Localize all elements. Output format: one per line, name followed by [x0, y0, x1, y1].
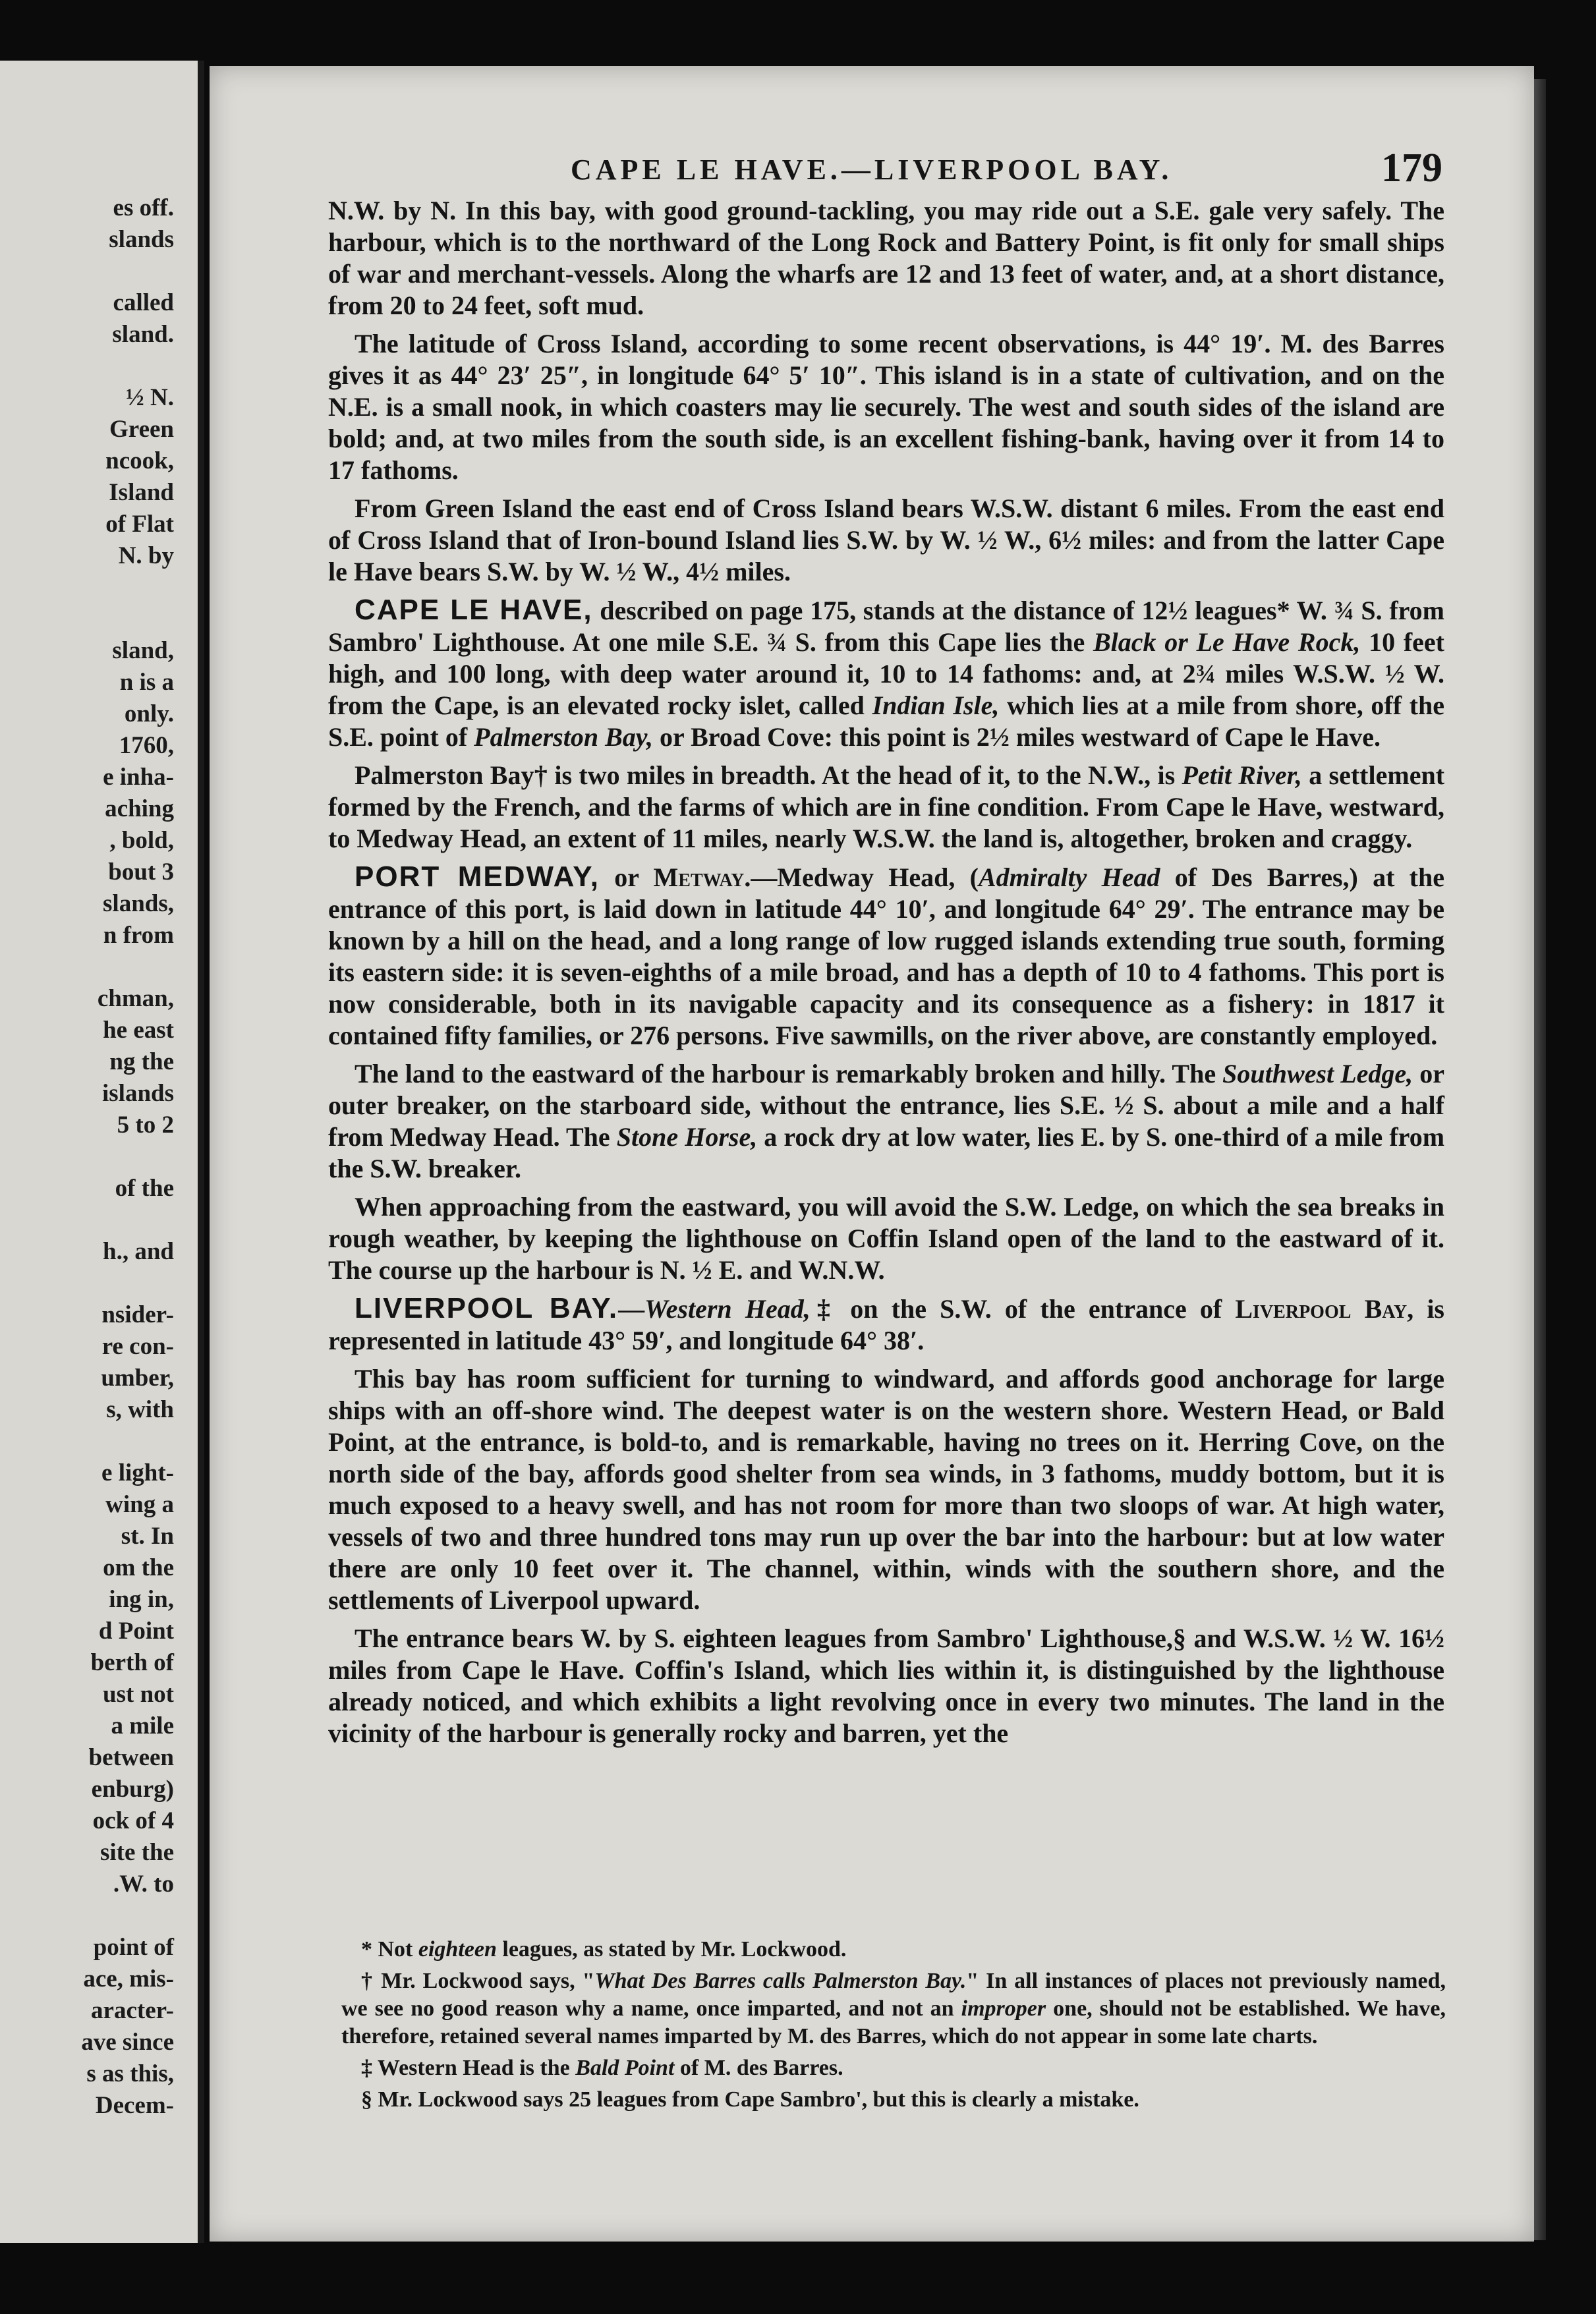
facing-page-line: es off. [113, 194, 174, 221]
paragraph-cape-le-have: CAPE LE HAVE, described on page 175, stands at the distance of 12½ leagues* W. ¾ S. from Sambro' Lighthouse. At one mile S.E. ¾ S. from this Cape lies the Black or Le Have Rock, 10 feet high, and 100 long, with deep water around it, 10 to 14 fathoms: and, at 2¾ miles W.S.W. ½ W. from the Cape, is an elevated rocky islet, called Indian Isle, which lies at a mile from shore, off the S.E. point of Palmerston Bay, or Broad Cove: this point is 2½ miles westward of Cape le Have. [328, 594, 1445, 752]
facing-page-line [81, 1141, 174, 1173]
facing-page-line: only. [124, 700, 174, 727]
facing-page-line: 1760, [119, 732, 174, 759]
footnote: § Mr. Lockwood says 25 leagues from Cape Sambro', but this is clearly a mistake. [361, 2087, 1139, 2112]
facing-page-line: wing a [105, 1491, 174, 1518]
page-edge [1534, 79, 1546, 2240]
page-header [210, 144, 1534, 196]
book-page [210, 66, 1534, 2242]
facing-page-line: .W. to [113, 1871, 174, 1898]
facing-page-line [81, 1426, 174, 1457]
facing-page-line: enburg) [91, 1776, 174, 1803]
facing-page-line: om the [103, 1554, 174, 1581]
paragraph: The latitude of Cross Island, according to some recent observations, is 44° 19′. M. des Barres gives it as 44° 23′ 25″, in longitude 64° 5′ 10″. This island is in a state of cultivation, and on the N.E. is a small nook, in which coasters may lie securely. The west and south sides of the island are bold; and, at two miles from the south side, is an excellent fishing-bank, having over it from 14 to 17 fathoms. [328, 329, 1444, 485]
facing-page-line: umber, [101, 1365, 174, 1392]
facing-page-line: st. In [121, 1523, 174, 1550]
facing-page-line: 5 to 2 [117, 1112, 174, 1139]
page-number: 179 [1381, 146, 1442, 190]
paragraph: The land to the eastward of the harbour is remarkably broken and hilly. The Southwest Ledge, or outer breaker, on the starboard side, without the entrance, lies S.E. ½ S. about a mile and a half from Medway Head. The Stone Horse, a rock dry at low water, lies E. by S. one-third of a mile from the S.W. breaker. [328, 1059, 1445, 1183]
facing-page-line: of the [115, 1175, 174, 1202]
facing-page-line: ust not [103, 1681, 174, 1708]
facing-page-line: ng the [109, 1048, 174, 1075]
paragraph: The entrance bears W. by S. eighteen leagues from Sambro' Lighthouse,§ and W.S.W. ½ W. 16½ miles from Cape le Have. Coffin's Island, which lies within it, is distinguished by the lighthouse already noticed, and which exhibits a light revolving once in every two minutes. The land in the vicinity of the harbour is generally rocky and barren, yet the [328, 1623, 1444, 1748]
facing-page-line: sland, [112, 637, 174, 664]
facing-page-line: nsider- [101, 1301, 174, 1328]
facing-page-line: s, with [106, 1396, 174, 1423]
footnotes [341, 1936, 1446, 2118]
facing-page-line: ncook, [105, 447, 174, 474]
facing-page-line: e inha- [103, 764, 174, 791]
facing-page-line: a mile [111, 1712, 174, 1739]
facing-page-line: slands, [103, 890, 174, 917]
facing-page-line: N. by [118, 542, 174, 569]
page-body [328, 195, 1444, 1756]
facing-page-line [81, 604, 174, 635]
facing-page-line: h., and [103, 1238, 174, 1265]
facing-page-line: ave since [81, 2029, 174, 2056]
facing-page-line: he east [103, 1017, 174, 1044]
paragraph: When approaching from the eastward, you will avoid the S.W. Ledge, on which the sea breaks in rough weather, by keeping the lighthouse on Coffin Island open of the land to the eastward of it. The course up the harbour is N. ½ E. and W.N.W. [328, 1192, 1444, 1285]
paragraph-port-medway: PORT MEDWAY, or Metway.—Medway Head, (Admiralty Head of Des Barres,) at the entrance of this port, is laid down in latitude 44° 10′, and longitude 64° 29′. The entrance may be known by a hill on the head, and a long range of low rugged islands extending true south, forming its eastern side: it is seven-eighths of a mile broad, and has a depth of 10 to 4 fathoms. This port is now considerable, both in its navigable capacity and its consequence as a fishery: in 1817 it contained fifty families, or 276 persons. Five sawmills, on the river above, are constantly employed. [328, 861, 1444, 1050]
facing-page-line: point of [93, 1934, 174, 1961]
entry-heading: PORT MEDWAY, [355, 861, 600, 893]
facing-page-line [81, 572, 174, 604]
facing-page-line: bout 3 [108, 859, 174, 886]
facing-page-line: n is a [119, 669, 174, 696]
facing-page-line [81, 1268, 174, 1299]
facing-page-line: islands [101, 1080, 174, 1107]
running-title: CAPE LE HAVE.—LIVERPOOL BAY. [571, 154, 1173, 186]
facing-page-line: n from [103, 922, 174, 949]
facing-page-line: ing in, [109, 1586, 174, 1613]
facing-page-line: site the [100, 1839, 174, 1866]
footnote: † Mr. Lockwood says, "What Des Barres calls Palmerston Bay." In all instances of places not previously named, we see no good reason why a name, once imparted, and not an improper one, should not be established. We have, therefore, retained several names imparted by M. des Barres, which do not appear in some late charts. [341, 1969, 1446, 2048]
facing-page-line [81, 1900, 174, 1932]
paragraph: This bay has room sufficient for turning to windward, and affords good anchorage for large ships with an off-shore wind. The deepest water is on the western shore. Western Head, or Bald Point, at the entrance, is bold-to, and is remarkable, having no trees on it. Herring Cove, on the north side of the bay, affords good shelter from sea winds, in 3 fathoms, muddy bottom, but it is much exposed to a heavy swell, and has not room for more than two sloops of war. At high water, vessels of two and three hundred tons may run up over the bar into the harbour: but at low water there are only 10 feet over it. The channel, within, winds with the southern shore, and the settlements of Liverpool upward. [328, 1364, 1444, 1615]
footnote: ‡ Western Head is the Bald Point of M. des Barres. [361, 2056, 843, 2080]
facing-page-line: berth of [90, 1649, 174, 1676]
facing-page-line [81, 256, 174, 287]
facing-page-line: ace, mis- [83, 1965, 174, 1992]
facing-page-line: , bold, [109, 827, 174, 854]
facing-page-line: called [113, 289, 174, 316]
facing-page-line: Green [109, 416, 174, 443]
facing-page-line: Decem- [95, 2092, 174, 2119]
facing-page-line: slands [109, 226, 174, 253]
facing-page-line: aracter- [91, 1997, 174, 2024]
facing-page-line: Island [109, 479, 174, 506]
facing-page-line: between [88, 1744, 174, 1771]
paragraph-liverpool-bay: LIVERPOOL BAY.—Western Head,‡ on the S.W. of the entrance of Liverpool Bay, is represented in latitude 43° 59′, and longitude 64° 38′. [328, 1292, 1444, 1355]
facing-page-line: chman, [97, 985, 174, 1012]
facing-page-line: e light- [101, 1459, 174, 1486]
facing-page-text [81, 192, 174, 2122]
facing-page-line [81, 351, 174, 382]
paragraph: Palmerston Bay† is two miles in breadth. At the head of it, to the N.W., is Petit River, a settlement formed by the French, and the farms of which are in fine condition. From Cape le Have, westward, to Medway Head, an extent of 11 miles, nearly W.S.W. the land is, altogether, broken and craggy. [328, 760, 1445, 853]
facing-page-line: ock of 4 [92, 1807, 174, 1834]
facing-page-line: ½ N. [126, 384, 174, 411]
entry-heading: CAPE LE HAVE, [355, 594, 593, 626]
facing-page-line: aching [105, 795, 174, 822]
facing-page-line [81, 1204, 174, 1236]
facing-page-line: d Point [98, 1618, 174, 1645]
footnote: * Not eighteen leagues, as stated by Mr. Lockwood. [361, 1937, 847, 1961]
facing-page-line: s as this, [86, 2060, 174, 2087]
facing-page-line: re con- [101, 1333, 174, 1360]
paragraph: From Green Island the east end of Cross Island bears W.S.W. distant 6 miles. From the east end of Cross Island that of Iron-bound Island lies S.W. by W. ½ W., 6½ miles: and from the latter Cape le Have bears S.W. by W. ½ W., 4½ miles. [328, 494, 1444, 586]
facing-page-line [81, 951, 174, 983]
facing-page-line: sland. [112, 321, 174, 348]
facing-page-line: of Flat [105, 511, 174, 538]
paragraph: N.W. by N. In this bay, with good ground-tackling, you may ride out a S.E. gale very safely. The harbour, which is to the northward of the Long Rock and Battery Point, is fit only for small ships of war and merchant-vessels. Along the wharfs are 12 and 13 feet of water, and, at a short distance, from 20 to 24 feet, soft mud. [328, 196, 1444, 320]
facing-page-fragment [0, 61, 204, 2243]
entry-heading: LIVERPOOL BAY. [355, 1292, 619, 1324]
